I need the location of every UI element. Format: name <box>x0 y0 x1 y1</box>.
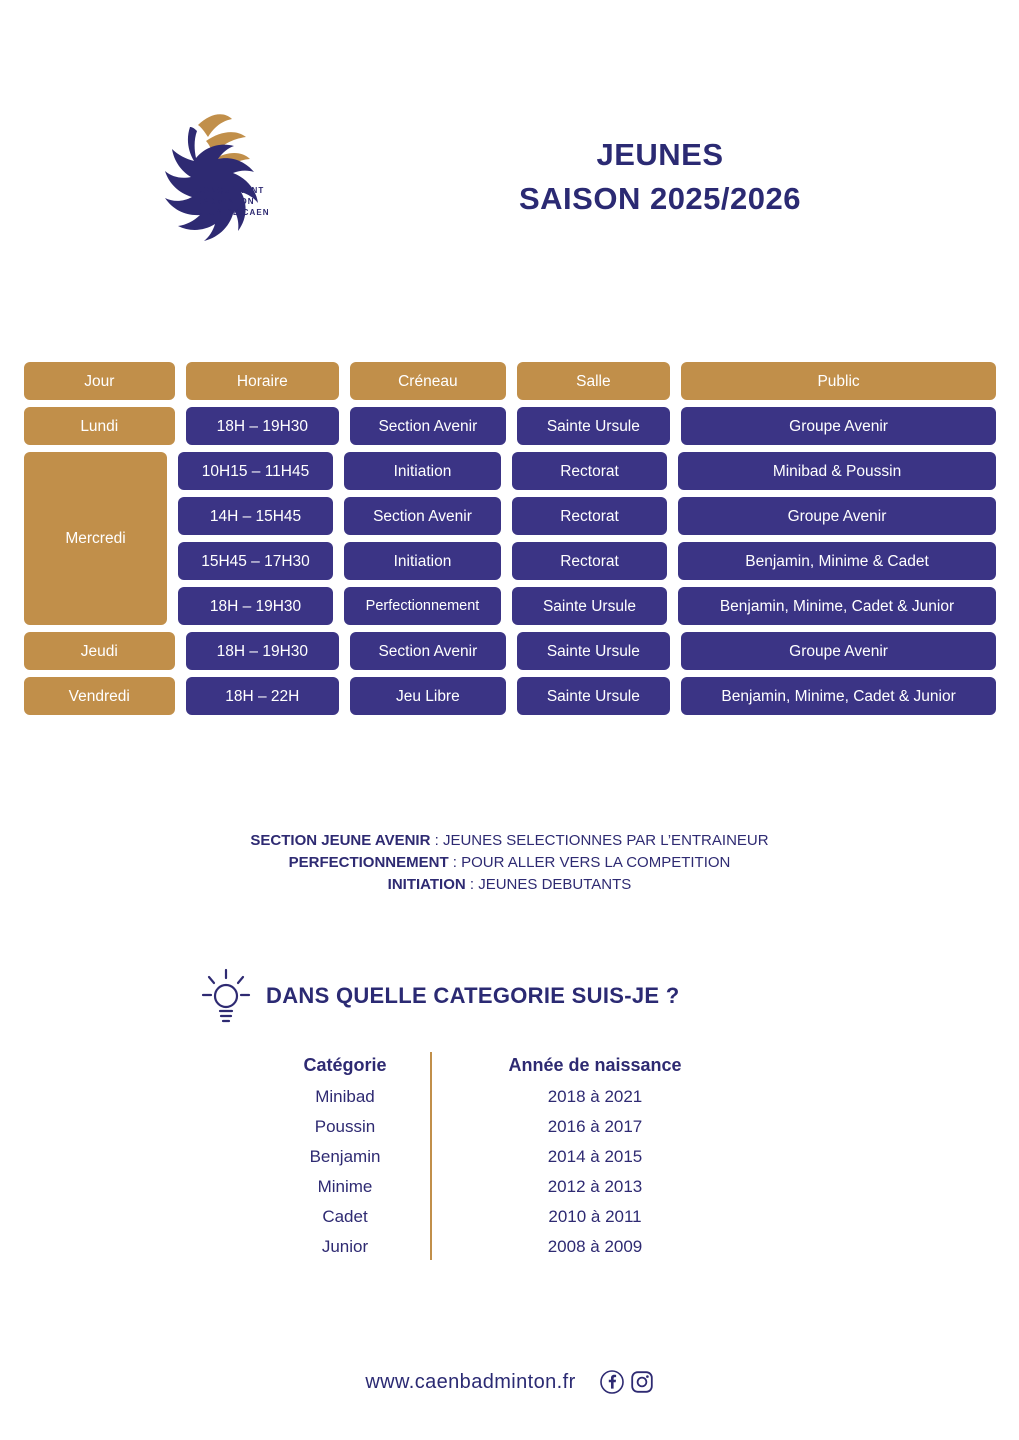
category-years: 2016 à 2017 <box>547 1117 643 1136</box>
category-name: Junior <box>321 1237 369 1256</box>
category-years: 2014 à 2015 <box>547 1147 643 1166</box>
cell-horaire: 14H – 15H45 <box>178 497 333 535</box>
table-row <box>178 497 996 535</box>
category-row <box>260 1202 760 1232</box>
legend-text: : JEUNES DEBUTANTS <box>465 876 632 893</box>
table-divider <box>430 1052 432 1260</box>
category-row <box>260 1082 760 1112</box>
category-row <box>260 1112 760 1142</box>
category-years: 2018 à 2021 <box>547 1087 643 1106</box>
legend-line <box>0 874 1019 896</box>
table-group-mercredi <box>24 452 996 625</box>
legend-term: INITIATION <box>387 876 466 893</box>
category-name: Minime <box>317 1177 373 1196</box>
logo-line-1: CONQUÉRANT <box>196 186 265 195</box>
table-row <box>178 452 996 490</box>
column-header-creneau: Créneau <box>350 362 506 400</box>
cell-creneau: Perfectionnement <box>344 587 501 625</box>
cell-salle: Sainte Ursule <box>517 407 671 445</box>
category-years: 2012 à 2013 <box>547 1177 643 1196</box>
footer <box>0 1370 1019 1394</box>
logo-wordmark <box>196 185 270 218</box>
cell-salle: Sainte Ursule <box>517 632 671 670</box>
cell-horaire: 18H – 19H30 <box>186 407 340 445</box>
cell-public: Minibad & Poussin <box>678 452 996 490</box>
table-row <box>24 677 996 715</box>
cell-salle: Rectorat <box>512 497 667 535</box>
cell-salle: Rectorat <box>512 542 667 580</box>
title-season: SAISON 2025/2026 <box>518 181 801 216</box>
column-header-categorie: Catégorie <box>303 1055 387 1075</box>
legend-text: : JEUNES SELECTIONNES PAR L’ENTRAINEUR <box>430 832 769 849</box>
title-jeunes: JEUNES <box>596 137 724 172</box>
column-header-horaire: Horaire <box>186 362 340 400</box>
category-years: 2008 à 2009 <box>547 1237 643 1256</box>
logo-line-3: CLUB DE CAEN <box>196 208 270 217</box>
category-years: 2010 à 2011 <box>548 1207 642 1226</box>
cell-creneau: Section Avenir <box>350 407 506 445</box>
legend-block <box>0 830 1019 896</box>
lightbulb-icon <box>200 968 252 1024</box>
table-row <box>178 587 996 625</box>
day-vendredi: Vendredi <box>24 677 175 715</box>
table-row <box>24 632 996 670</box>
category-row <box>260 1232 760 1262</box>
legend-text: : POUR ALLER VERS LA COMPETITION <box>448 854 731 871</box>
category-row <box>260 1172 760 1202</box>
category-title: DANS QUELLE CATEGORIE SUIS-JE ? <box>266 983 680 1008</box>
category-name: Benjamin <box>309 1147 381 1166</box>
column-header-jour: Jour <box>24 362 175 400</box>
day-jeudi: Jeudi <box>24 632 175 670</box>
category-heading <box>200 968 680 1024</box>
category-row <box>260 1142 760 1172</box>
category-name: Cadet <box>322 1207 368 1226</box>
cell-horaire: 18H – 22H <box>186 677 340 715</box>
table-row <box>178 542 996 580</box>
website-link[interactable]: www.caenbadminton.fr <box>365 1370 576 1393</box>
column-header-public: Public <box>681 362 996 400</box>
instagram-icon[interactable] <box>630 1370 654 1394</box>
day-mercredi: Mercredi <box>24 452 167 625</box>
cell-creneau: Section Avenir <box>344 497 501 535</box>
cell-salle: Sainte Ursule <box>512 587 667 625</box>
column-header-salle: Salle <box>517 362 671 400</box>
cell-salle: Sainte Ursule <box>517 677 671 715</box>
cell-horaire: 15H45 – 17H30 <box>178 542 333 580</box>
table-header-row <box>24 362 996 400</box>
legend-line <box>0 852 1019 874</box>
cell-horaire: 18H – 19H30 <box>186 632 340 670</box>
phoenix-logo-icon <box>128 105 288 245</box>
legend-line <box>0 830 1019 852</box>
poster-header <box>0 95 1019 245</box>
column-header-annee: Année de naissance <box>508 1055 682 1075</box>
category-header-row <box>260 1048 760 1082</box>
cell-horaire: 10H15 – 11H45 <box>178 452 333 490</box>
cell-creneau: Section Avenir <box>350 632 506 670</box>
category-name: Minibad <box>315 1087 375 1106</box>
table-row <box>24 407 996 445</box>
page-title <box>330 133 990 221</box>
schedule-table <box>24 362 996 722</box>
cell-creneau: Initiation <box>344 452 501 490</box>
cell-public: Groupe Avenir <box>681 632 996 670</box>
category-name: Poussin <box>314 1117 376 1136</box>
logo-line-2: BADMINTON <box>196 197 255 206</box>
day-lundi: Lundi <box>24 407 175 445</box>
cell-public: Groupe Avenir <box>681 407 996 445</box>
cell-creneau: Initiation <box>344 542 501 580</box>
cell-creneau: Jeu Libre <box>350 677 506 715</box>
cell-public: Benjamin, Minime, Cadet & Junior <box>681 677 996 715</box>
cell-public: Benjamin, Minime, Cadet & Junior <box>678 587 996 625</box>
cell-public: Groupe Avenir <box>678 497 996 535</box>
cell-salle: Rectorat <box>512 452 667 490</box>
category-table <box>260 1048 760 1262</box>
cell-public: Benjamin, Minime & Cadet <box>678 542 996 580</box>
legend-term: PERFECTIONNEMENT <box>288 854 449 871</box>
cell-horaire: 18H – 19H30 <box>178 587 333 625</box>
facebook-icon[interactable] <box>600 1370 624 1394</box>
legend-term: SECTION JEUNE AVENIR <box>250 832 431 849</box>
